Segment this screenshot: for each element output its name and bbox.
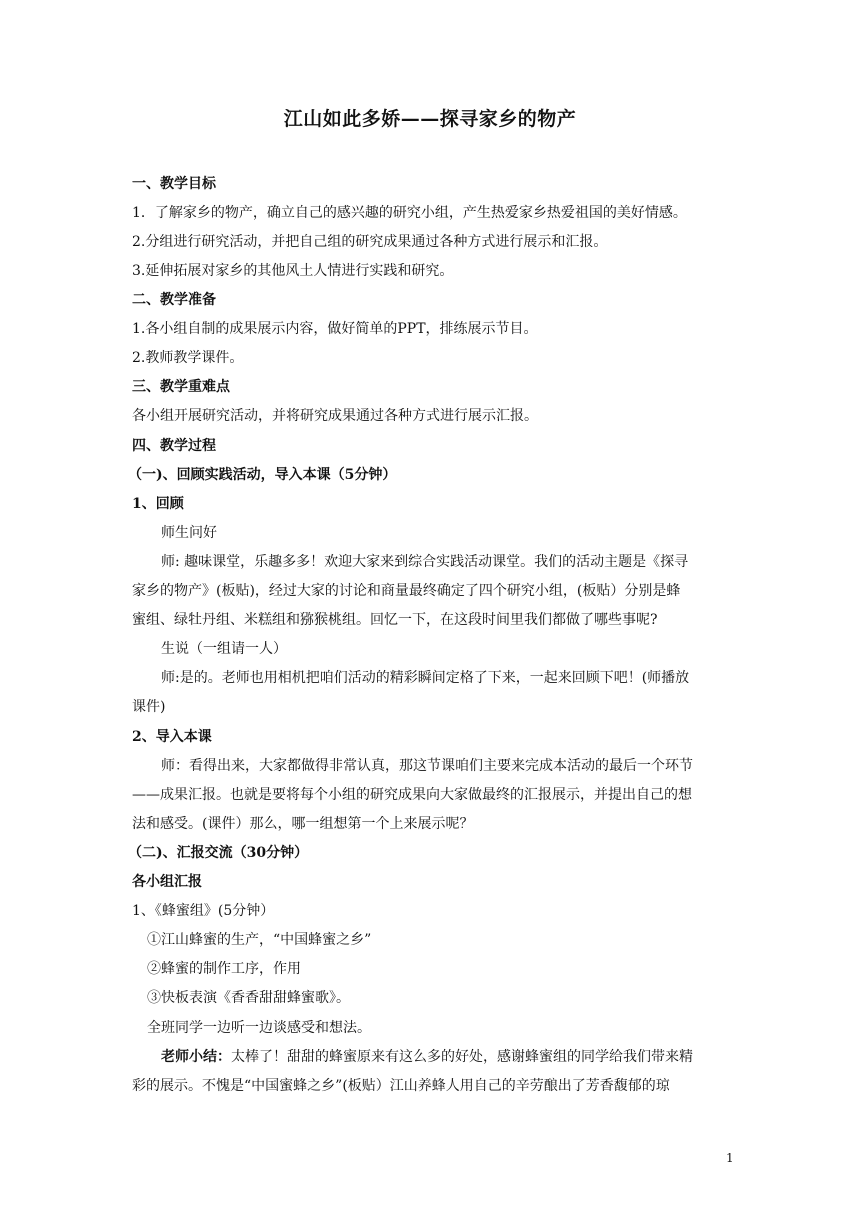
heading-key-points: 三、教学重难点 [132,379,230,395]
paragraph: 蜜组、绿牡丹组、米糕组和猕猴桃组。回忆一下，在这段时间里我们都做了哪些事呢? [132,612,658,628]
paragraph: 生说（一组请一人） [161,641,287,657]
subheading-review: （一)、回顾实践活动，导入本课（5分钟） [128,467,397,483]
subheading-review-1: 1、回顾 [132,496,184,512]
list-item: ②蜂蜜的制作工序，作用 [147,961,301,977]
paragraph: 师: 趣味课堂，乐趣多多！欢迎大家来到综合实践活动课堂。我们的活动主题是《探寻 [161,554,689,570]
paragraph: ——成果汇报。也就是要将每个小组的研究成果向大家做最终的汇报展示，并提出自己的想 [132,787,692,803]
paragraph: 师:是的。老师也用相机把咱们活动的精彩瞬间定格了下来，一起来回顾下吧！(师播放 [161,670,690,686]
paragraph: 家乡的物产》(板贴)，经过大家的讨论和商量最终确定了四个研究小组，(板贴）分别是蜂 [132,583,681,599]
paragraph: 师生问好 [161,525,217,541]
heading-teaching-process: 四、教学过程 [132,438,216,454]
list-item: ①江山蜂蜜的生产，“中国蜂蜜之乡” [147,932,372,948]
document-title: 江山如此多娇——探寻家乡的物产 [283,108,577,130]
paragraph: 2.教师教学课件。 [132,350,244,366]
subheading-intro: 2、导入本课 [132,729,212,745]
paragraph-summary [161,1047,761,1067]
list-item: ③快板表演《香香甜甜蜂蜜歌》。 [147,990,350,1006]
paragraph: 全班同学一边听一边谈感受和想法。 [147,1020,371,1036]
paragraph: 2.分组进行研究活动，并把自己组的研究成果通过各种方式进行展示和汇报。 [132,234,608,250]
paragraph: 1．了解家乡的物产，确立自己的感兴趣的研究小组，产生热爱家乡热爱祖国的美好情感。 [132,205,687,221]
page-number: 1 [726,1151,734,1165]
heading-teaching-goals: 一、教学目标 [132,176,216,192]
paragraph: 各小组开展研究活动，并将研究成果通过各种方式进行展示汇报。 [132,408,538,424]
summary-text: 太棒了！甜甜的蜂蜜原来有这么多的好处，感谢蜂蜜组的同学给我们带来精 [231,1049,693,1065]
paragraph: 师：看得出来，大家都做得非常认真，那这节课咱们主要来完成本活动的最后一个环节 [161,758,693,774]
paragraph: 3.延伸拓展对家乡的其他风土人情进行实践和研究。 [132,263,454,279]
summary-label: 老师小结： [161,1049,231,1065]
paragraph: 1.各小组自制的成果展示内容，做好简单的PPT，排练展示节目。 [132,321,538,337]
paragraph: 法和感受。(课件）那么，哪一组想第一个上来展示呢？ [132,816,474,832]
paragraph: 1、《蜂蜜组》(5分钟） [132,903,275,919]
paragraph: 彩的展示。不愧是“中国蜜蜂之乡”(板贴）江山养蜂人用自己的辛劳酿出了芳香馥郁的琼 [132,1078,670,1094]
paragraph: 课件) [132,699,166,715]
subheading-report: （二)、汇报交流（30分钟） [128,845,309,861]
heading-teaching-prep: 二、教学准备 [132,292,216,308]
subheading-group-reports: 各小组汇报 [132,874,202,890]
